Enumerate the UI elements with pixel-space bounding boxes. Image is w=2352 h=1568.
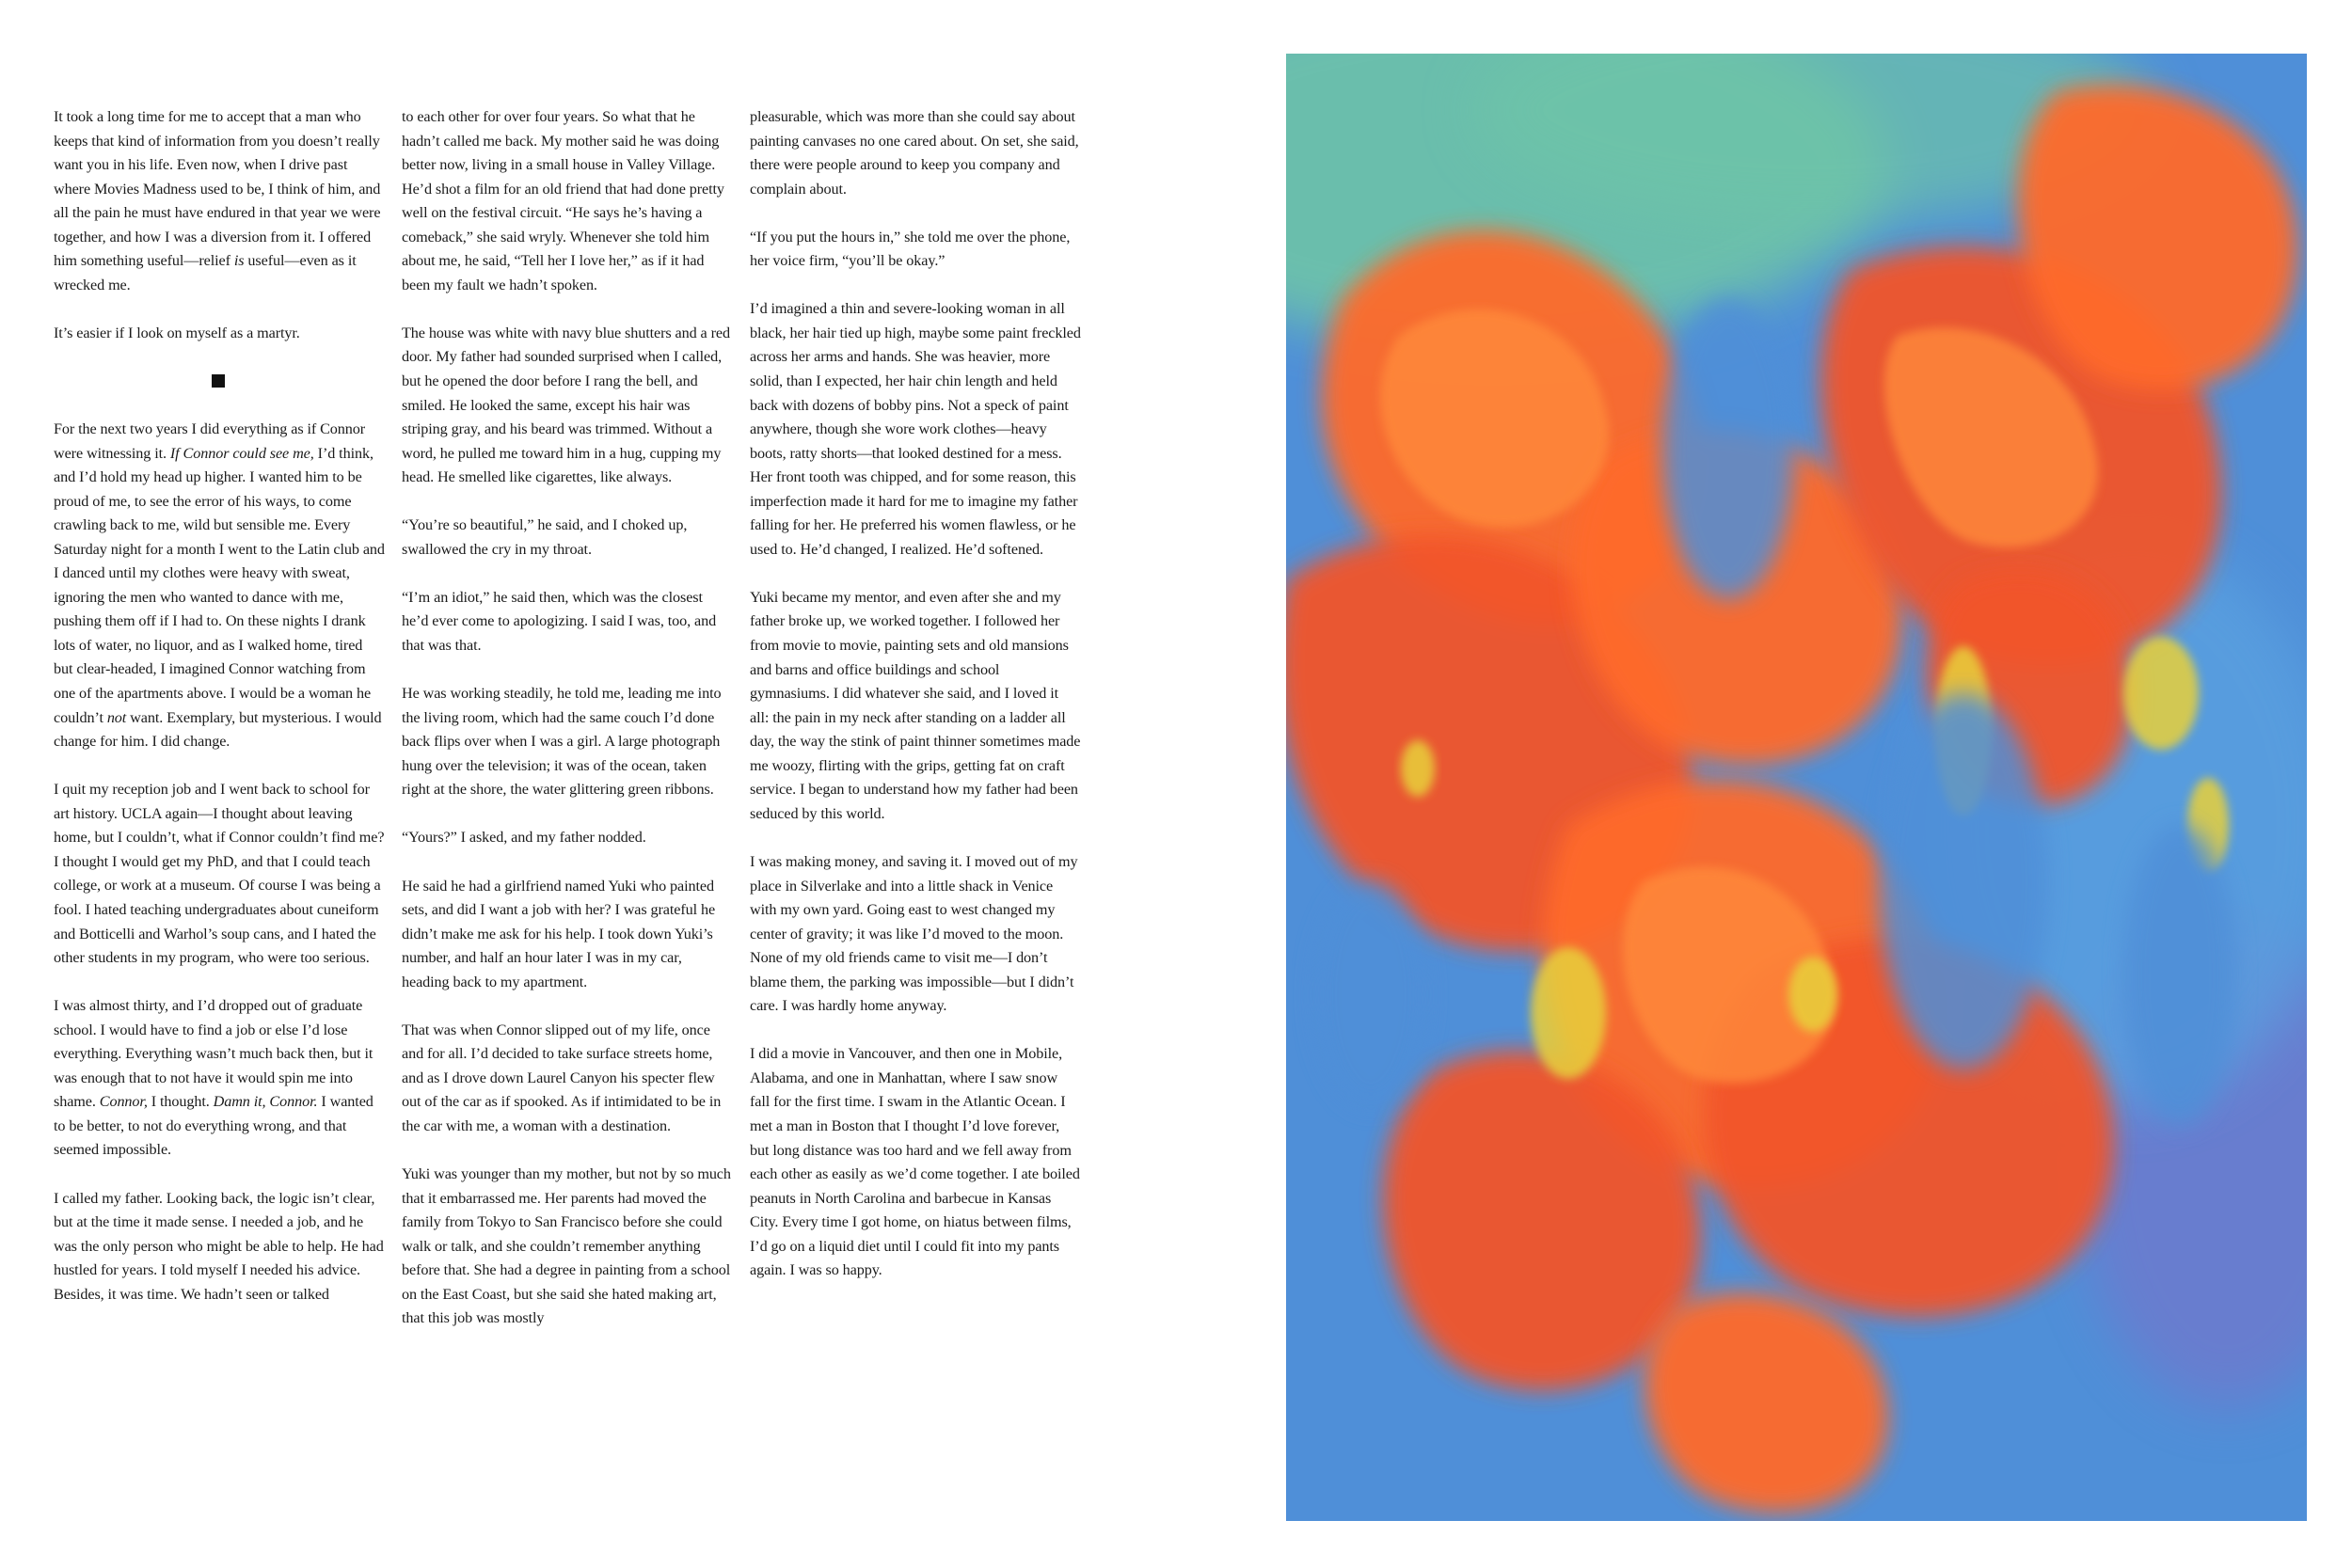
yellow-highlight [1788, 957, 1837, 1032]
body-paragraph: It’s easier if I look on myself as a martyr. [54, 324, 300, 341]
section-divider-square [212, 374, 225, 388]
body-paragraph: I quit my reception job and I went back to school for art history. UCLA again—I thought about leaving home, but I couldn’t, what if Connor couldn’t find me? I thought I would get my PhD, and that I could teach college, or work at a museum. Of course I was being a fool. I hated teaching undergraduates about cuneiform and Botticelli and Warhol’s soup cans, and I hated the other students in my program, who were too serious. [54, 781, 385, 967]
body-paragraph: The house was white with navy blue shutters and a red door. My father had sounded surprised when I called, but he opened the door before I rang the bell, and smiled. He looked the same, except his hair was striping gray, and his beard was trimmed. Without a word, he pulled me toward him in a hug, cupping my head. He smelled like cigarettes, like always. [402, 324, 730, 486]
italic-emphasis: If Connor could see me, [169, 444, 314, 462]
body-paragraph: I was making money, and saving it. I moved out of my place in Silverlake and into a little shack in Venice with my own yard. Going east to west changed my center of gravity; it was like I’d moved to the moon. None of my old friends came to visit me—I don’t blame them, the parking was impossible—but I didn’t care. I was hardly home anyway. [750, 852, 1078, 1015]
text-column-3 [750, 105, 1081, 1283]
text-column-2 [402, 105, 733, 1331]
body-paragraph: He was working steadily, he told me, leading me into the living room, which had the same couch I’d done back flips over when I was a girl. A large photograph hung over the television; it was of the ocean, taken right at the shore, the water glittering green ribbons. [402, 685, 722, 799]
body-paragraph: to each other for over four years. So what that he hadn’t called me back. My mother said he was doing better now, living in a small house in Valley Village. He’d shot a film for an old friend that had done pretty well on the festival circuit. “He says he’s having a comeback,” she said wryly. Whenever she told him about me, he said, “Tell her I love her,” as if it had been my fault we hadn’t spoken. [402, 108, 724, 293]
italic-emphasis: is [233, 252, 245, 270]
body-paragraph: He said he had a girlfriend named Yuki who painted sets, and did I want a job with her? I was grateful he didn’t make me ask for his help. I took down Yuki’s number, and half an hour later I was in my car, heading back to my apartment. [402, 877, 716, 990]
body-paragraph: I called my father. Looking back, the logic isn’t clear, but at the time it made sense. I needed a job, and he was the only person who might be able to help. He had hustled for years. I told myself I needed his advice. Besides, it was time. We hadn’t seen or talked [54, 1189, 384, 1303]
blue-gap [1314, 881, 1427, 1107]
body-paragraph: “Yours?” I asked, and my father nodded. [402, 829, 646, 847]
flower-artwork-image [1286, 54, 2307, 1521]
body-paragraph: I did a movie in Vancouver, and then one in Mobile, Alabama, and one in Manhattan, where I saw snow fall for the first time. I swam in the Atlantic Ocean. I met a man in Boston that I thought I’d love forever, but long distance was too hard and we fell away from each other as easily as we’d come together. I ate boiled peanuts in North Carolina and barbecue in Kansas City. Every time I got home, on hiatus between films, I’d go on a liquid diet until I could fit into my pants again. I was so happy. [750, 1045, 1080, 1279]
text-column-1 [54, 105, 385, 1307]
body-paragraph: I’d imagined a thin and severe-looking woman in all black, her hair tied up high, maybe some paint freckled across her arms and hands. She was heavier, more solid, than I expected, her hair chin length and held back with dozens of bobby pins. Not a speck of paint anywhere, though she wore work clothes—heavy boots, ratty shorts—that looked destined for a mess. Her front tooth was chipped, and for some reason, this imperfection made it hard for me to imagine my father falling for her. He preferred his women flawless, or he used to. He’d changed, I realized. He’d softened. [750, 300, 1081, 558]
italic-emphasis: Damn it, Connor. [213, 1093, 318, 1111]
body-paragraph: Yuki was younger than my mother, but not by so much that it embarrassed me. Her parents had moved the family from Tokyo to San Francisco before she could walk or talk, and she couldn’t remember anything before that. She had a degree in painting from a school on the East Coast, but she said she hated making art, that this job was mostly [402, 1165, 731, 1327]
yellow-highlight [1531, 947, 1606, 1079]
body-paragraph: pleasurable, which was more than she could say about painting canvases no one cared about. On set, she said, there were people around to keep you company and complain about. [750, 108, 1079, 198]
italic-emphasis: not [106, 708, 127, 726]
body-paragraph: “You’re so beautiful,” he said, and I choked up, swallowed the cry in my throat. [402, 516, 688, 558]
yellow-highlight [1401, 740, 1435, 797]
section-divider [54, 370, 385, 418]
body-paragraph: It took a long time for me to accept that a man who keeps that kind of information from you doesn’t really want you in his life. Even now, when I drive past where Movies Madness used to be, I think of him, and all the pain he must have endured in that year we were together, and how I was a diversion from it. I offered him something useful—relief is useful—even as it wrecked me. [54, 108, 381, 293]
body-paragraph: That was when Connor slipped out of my life, once and for all. I’d decided to take surface streets home, and as I drove down Laurel Canyon his specter flew out of the car as if spooked. As if intimidated to be in the car with me, a woman with a destination. [402, 1021, 722, 1134]
body-paragraph: For the next two years I did everything as if Connor were witnessing it. If Connor could see me, I’d think, and I’d hold my head up higher. I wanted him to be proud of me, to see the error of his ways, to come crawling back to me, wild but sensible me. Every Saturday night for a month I went to the Latin club and I danced until my clothes were heavy with sweat, ignoring the men who wanted to dance with me, pushing them off if I had to. On these nights I drank lots of water, no liquor, and as I walked home, tired but clear-headed, I imagined Connor watching from one of the apartments above. I would be a woman he couldn’t not want. Exemplary, but mysterious. I would change for him. I did change. [54, 420, 385, 751]
italic-emphasis: Connor, [99, 1093, 148, 1111]
blue-gap [2123, 825, 2236, 1126]
body-paragraph: “I’m an idiot,” he said then, which was the closest he’d ever come to apologizing. I said I was, too, and that was that. [402, 588, 717, 655]
body-paragraph: “If you put the hours in,” she told me over the phone, her voice firm, “you’ll be okay.” [750, 228, 1071, 270]
body-paragraph: Yuki became my mentor, and even after she and my father broke up, we worked together. I followed her from movie to movie, painting sets and old mansions and barns and office buildings and school gymnasiums. I did whatever she said, and I loved it all: the pain in my neck after standing on a ladder all day, the way the stink of paint thinner sometimes made me woozy, flirting with the grips, getting fat on craft service. I began to understand how my father had been seduced by this world. [750, 588, 1081, 822]
yellow-highlight [2123, 637, 2199, 750]
blue-gap [1662, 298, 1794, 599]
blue-gap [1879, 693, 2048, 1069]
body-paragraph: I was almost thirty, and I’d dropped out of graduate school. I would have to find a job or else I’d lose everything. Everything wasn’t much back then, but it was enough that to not have it would spin me into shame. Connor, I thought. Damn it, Connor. I wanted to be better, to not do everything wrong, and that seemed impossible. [54, 997, 373, 1159]
